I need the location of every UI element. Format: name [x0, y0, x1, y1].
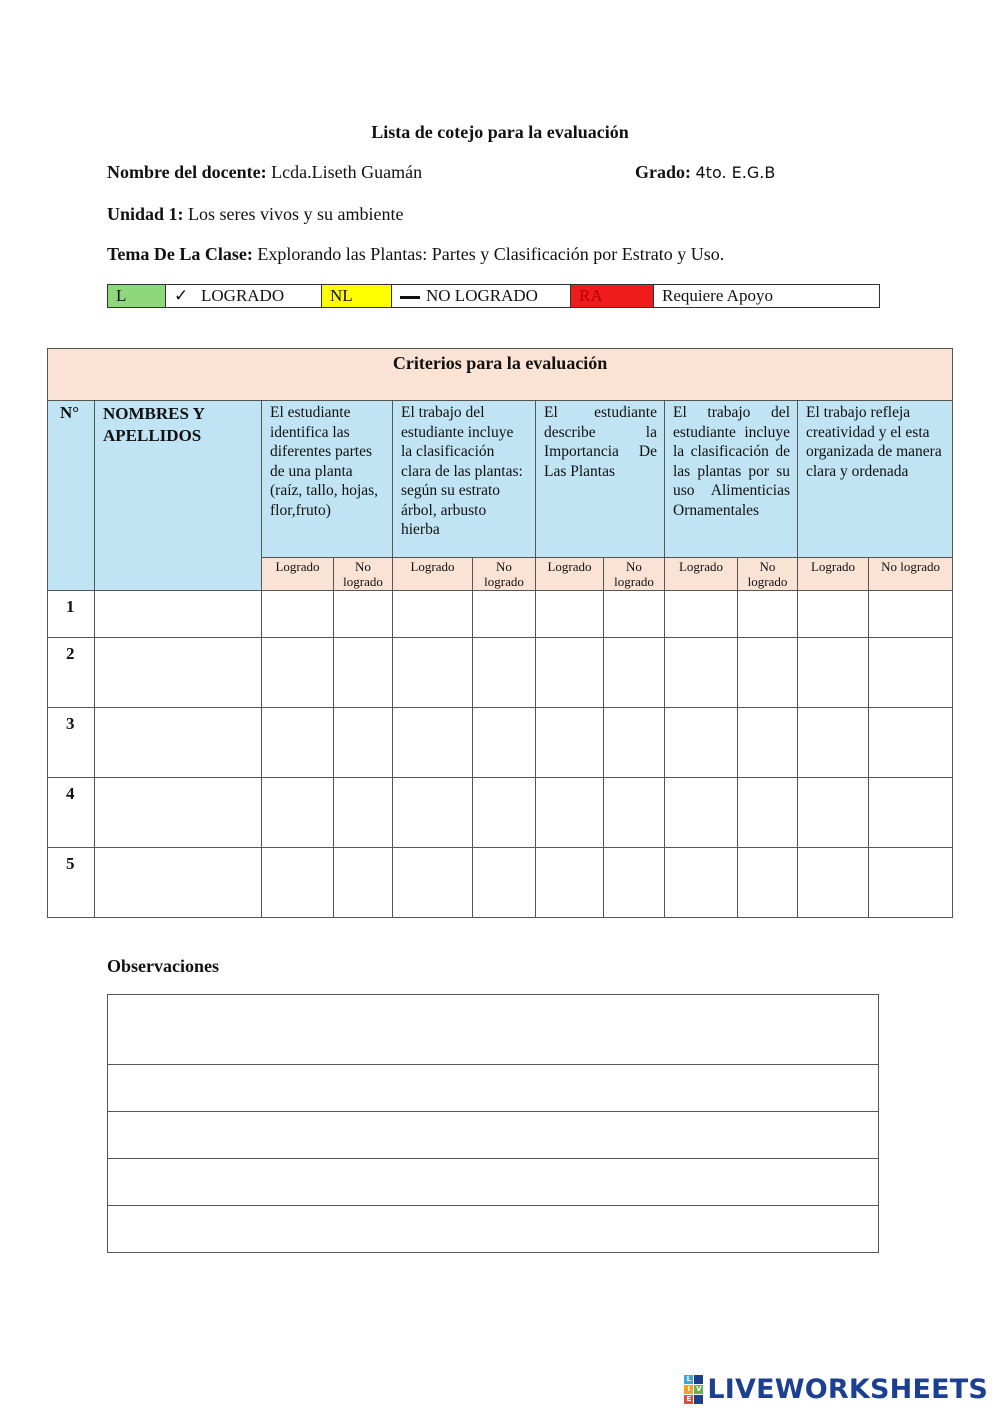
name-cell[interactable] [95, 591, 262, 638]
sub-no-logrado: No logrado [473, 558, 536, 591]
row-number: 2 [48, 638, 95, 708]
check-cell[interactable] [536, 848, 604, 918]
row-number: 5 [48, 848, 95, 918]
tema-line [107, 244, 724, 265]
check-cell[interactable] [262, 638, 334, 708]
check-cell[interactable] [393, 591, 473, 638]
docente-value: Lcda.Liseth Guamán [271, 162, 423, 182]
row-number: 1 [48, 591, 95, 638]
tema-value: Explorando las Plantas: Partes y Clasificación por Estrato y Uso. [257, 244, 725, 264]
check-cell[interactable] [665, 591, 738, 638]
check-cell[interactable] [393, 848, 473, 918]
check-cell[interactable] [869, 638, 953, 708]
legend-no-logrado-label: NO LOGRADO [426, 286, 538, 305]
check-icon: ✓ [174, 286, 189, 305]
check-cell[interactable] [334, 638, 393, 708]
check-cell[interactable] [473, 638, 536, 708]
table-row [48, 591, 953, 638]
docente-label: Nombre del docente: [107, 162, 267, 182]
liveworksheets-logo-text: LIVEWORKSHEETS [707, 1374, 988, 1405]
sub-logrado: Logrado [262, 558, 334, 591]
unidad-value: Los seres vivos y su ambiente [188, 204, 404, 224]
check-cell[interactable] [798, 778, 869, 848]
check-cell[interactable] [665, 638, 738, 708]
legend-logrado-label: LOGRADO [201, 286, 285, 305]
name-cell[interactable] [95, 778, 262, 848]
criterion-3: El estudiante describe la Importancia De Las Plantas [536, 401, 665, 558]
legend-ra-code: RA [571, 285, 654, 308]
check-cell[interactable] [473, 848, 536, 918]
logo-letter-v: V [696, 1385, 702, 1393]
check-cell[interactable] [665, 708, 738, 778]
check-cell[interactable] [536, 591, 604, 638]
sub-logrado: Logrado [536, 558, 604, 591]
criterion-2: El trabajo del estudiante incluye la clasificación clara de las plantas: según su estrato árbol, arbusto hierba [393, 401, 536, 558]
check-cell[interactable] [798, 708, 869, 778]
sub-no-logrado: No logrado [869, 558, 953, 591]
row-number: 4 [48, 778, 95, 848]
check-cell[interactable] [473, 778, 536, 848]
table-row [48, 708, 953, 778]
check-cell[interactable] [604, 638, 665, 708]
observaciones-title: Observaciones [107, 956, 219, 976]
grado-line [635, 162, 775, 183]
name-cell[interactable] [95, 848, 262, 918]
criterion-4: El trabajo del estudiante incluye la clasificación de las plantas por su uso Alimenticias Ornamentales [665, 401, 798, 558]
check-cell[interactable] [536, 708, 604, 778]
observaciones-line[interactable] [108, 1206, 879, 1253]
check-cell[interactable] [604, 591, 665, 638]
observaciones-line[interactable] [108, 1159, 879, 1206]
check-cell[interactable] [393, 708, 473, 778]
check-cell[interactable] [738, 848, 798, 918]
check-cell[interactable] [473, 708, 536, 778]
check-cell[interactable] [536, 638, 604, 708]
sub-logrado: Logrado [393, 558, 473, 591]
check-cell[interactable] [334, 778, 393, 848]
check-cell[interactable] [798, 848, 869, 918]
name-cell[interactable] [95, 638, 262, 708]
grado-value: 4to. E.G.B [695, 163, 776, 182]
check-cell[interactable] [334, 591, 393, 638]
page-title: Lista de cotejo para la evaluación [371, 122, 629, 142]
check-cell[interactable] [869, 591, 953, 638]
check-cell[interactable] [798, 591, 869, 638]
check-cell[interactable] [869, 778, 953, 848]
check-cell[interactable] [334, 708, 393, 778]
tema-label: Tema De La Clase: [107, 244, 253, 264]
check-cell[interactable] [798, 638, 869, 708]
check-cell[interactable] [262, 778, 334, 848]
check-cell[interactable] [738, 638, 798, 708]
grado-label: Grado: [635, 162, 691, 182]
observaciones-table [107, 994, 879, 1253]
legend-l-text [166, 285, 322, 308]
table-row [48, 848, 953, 918]
check-cell[interactable] [738, 708, 798, 778]
evaluation-table [47, 348, 953, 918]
legend-table [107, 284, 880, 308]
check-cell[interactable] [869, 708, 953, 778]
table-row [48, 778, 953, 848]
logo-letter-e: E [684, 1395, 693, 1404]
check-cell[interactable] [473, 591, 536, 638]
check-cell[interactable] [262, 591, 334, 638]
sub-logrado: Logrado [665, 558, 738, 591]
docente-line [107, 162, 422, 183]
observaciones-line[interactable] [108, 1112, 879, 1159]
check-cell[interactable] [604, 708, 665, 778]
check-cell[interactable] [665, 848, 738, 918]
check-cell[interactable] [604, 778, 665, 848]
legend-ra-text: Requiere Apoyo [654, 285, 880, 308]
criteria-header: Criterios para la evaluación [48, 349, 953, 401]
unidad-line [107, 204, 404, 225]
sub-no-logrado: No logrado [738, 558, 798, 591]
legend-l-code: L [108, 285, 166, 308]
row-number: 3 [48, 708, 95, 778]
logo-letter-i: I [684, 1385, 693, 1394]
name-cell[interactable] [95, 708, 262, 778]
observaciones-line[interactable] [108, 1065, 879, 1112]
check-cell[interactable] [665, 778, 738, 848]
check-cell[interactable] [738, 778, 798, 848]
sub-no-logrado: No logrado [604, 558, 665, 591]
sub-no-logrado: No logrado [334, 558, 393, 591]
dash-icon [400, 296, 420, 299]
legend-nl-text [392, 285, 571, 308]
liveworksheets-logo [684, 1374, 988, 1405]
check-cell[interactable] [262, 708, 334, 778]
check-cell[interactable] [393, 778, 473, 848]
unidad-label: Unidad 1: [107, 204, 184, 224]
logo-letter-l: L [684, 1375, 693, 1384]
criterion-5: El trabajo refleja creatividad y el esta organizada de manera clara y ordenada [798, 401, 953, 558]
check-cell[interactable] [393, 638, 473, 708]
col-names-header: NOMBRES Y APELLIDOS [95, 401, 262, 591]
table-row [48, 638, 953, 708]
check-cell[interactable] [869, 848, 953, 918]
criterion-1: El estudiante identifica las diferentes partes de una planta (raíz, tallo, hojas, flor,fruto) [262, 401, 393, 558]
legend-nl-code: NL [322, 285, 392, 308]
check-cell[interactable] [334, 848, 393, 918]
sub-logrado: Logrado [798, 558, 869, 591]
observaciones-line[interactable] [108, 995, 879, 1065]
check-cell[interactable] [262, 848, 334, 918]
check-cell[interactable] [536, 778, 604, 848]
col-number-header: N° [48, 401, 95, 591]
liveworksheets-logo-icon [684, 1375, 703, 1404]
check-cell[interactable] [604, 848, 665, 918]
check-cell[interactable] [738, 591, 798, 638]
